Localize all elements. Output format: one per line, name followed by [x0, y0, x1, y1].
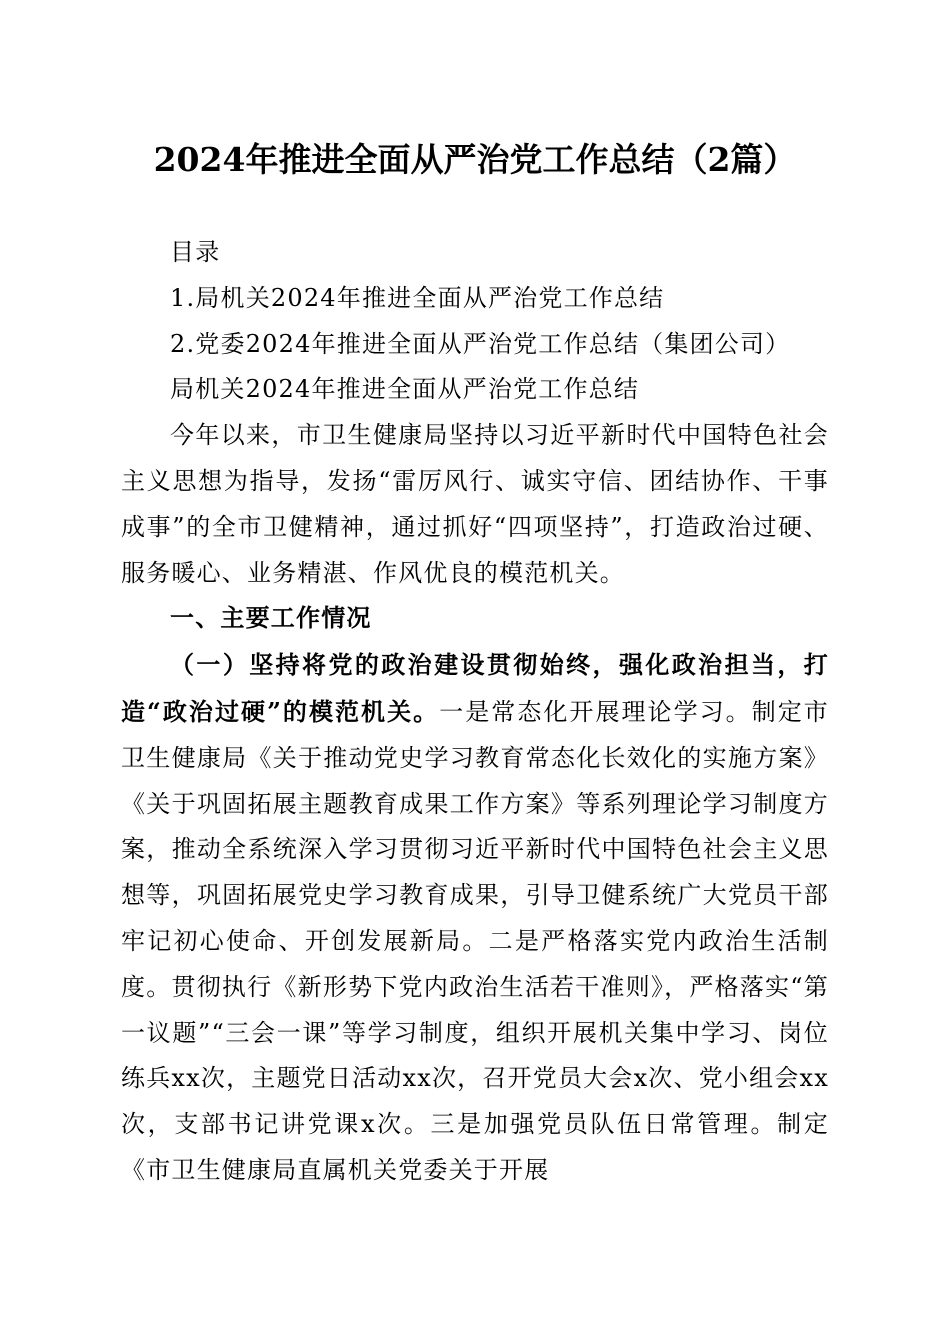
intro-paragraph: 今年以来，市卫生健康局坚持以习近平新时代中国特色社会主义思想为指导，发扬“雷厉风行、诚实守信、团结协作、干事成事”的全市卫健精神，通过抓好“四项坚持”，打造政治过硬、服务暖心、业务精湛、作风优良的模范机关。 [121, 421, 829, 587]
toc-label: 目录 [170, 238, 221, 266]
toc-item-2: 2.党委2024年推进全面从严治党工作总结（集团公司） [170, 329, 791, 358]
paragraph-body: 一是常态化开展理论学习。制定市卫生健康局《关于推动党史学习教育常态化长效化的实施方案》《关于巩固拓展主题教育成果工作方案》等系列理论学习制度方案，推动全系统深入学习贯彻习近平新时代中国特色社会主义思想等，巩固拓展党史学习教育成果，引导卫健系统广大党员干部牢记初心使命、开创发展新局。二是严格落实党内政治生活制度。贯彻执行《新形势下党内政治生活若干准则》，严格落实“第一议题”“三会一课”等学习制度，组织开展机关集中学习、岗位练兵xx次，主题党日活动xx次，召开党员大会x次、党小组会xx次，支部书记讲党课x次。三是加强党员队伍日常管理。制定《市卫生健康局直属机关党委关于开展 [121, 697, 829, 1184]
section-title: 局机关2024年推进全面从严治党工作总结 [170, 375, 640, 404]
paragraph-political-building [121, 642, 829, 1194]
document-title: 2024年推进全面从严治党工作总结（2篇） [153, 140, 797, 179]
paragraph-lead: （一）坚持将党的政治建设贯彻始终，强化政治担当，打造“政治过硬”的模范机关。 [121, 650, 829, 726]
heading-main-work: 一、主要工作情况 [170, 604, 372, 633]
toc-item-1: 1.局机关2024年推进全面从严治党工作总结 [170, 283, 665, 312]
document-body [121, 230, 829, 1194]
